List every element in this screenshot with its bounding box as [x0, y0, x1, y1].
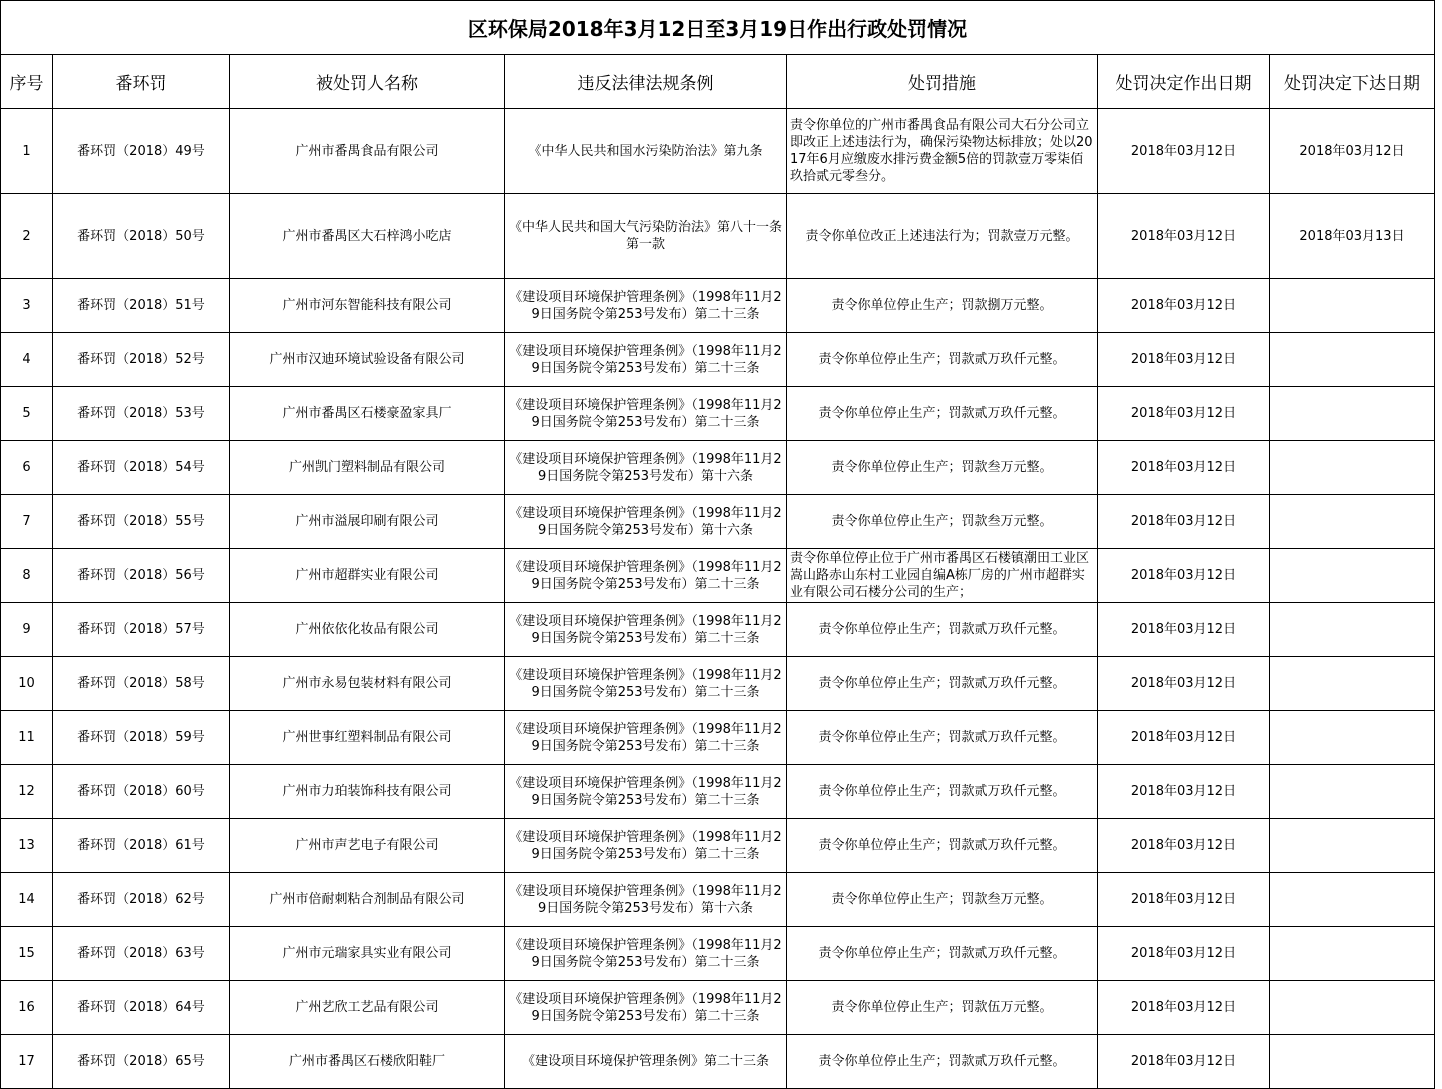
cell-law-text: 《建设项目环境保护管理条例》（1998年11月29日国务院令第253号发布）第二十三条 [509, 397, 782, 430]
table-row [1, 765, 1435, 819]
cell-no-text: 3 [22, 298, 31, 313]
cell-law [505, 981, 787, 1035]
cell-made-date [1098, 1035, 1270, 1089]
cell-code [53, 981, 230, 1035]
cell-no-text: 12 [18, 784, 35, 799]
cell-law [505, 711, 787, 765]
table-row [1, 387, 1435, 441]
cell-law-text: 《建设项目环境保护管理条例》（1998年11月29日国务院令第253号发布）第十六条 [509, 883, 782, 916]
cell-issued-date [1270, 981, 1435, 1035]
cell-measure-text: 责令你单位停止生产；罚款贰万玖仟元整。 [818, 622, 1066, 637]
cell-name [230, 1035, 505, 1089]
cell-name [230, 765, 505, 819]
col-header-issued-date: 处罚决定下达日期 [1270, 55, 1435, 109]
cell-no-text: 7 [22, 514, 31, 529]
cell-no-text: 11 [18, 730, 35, 745]
table-row [1, 657, 1435, 711]
cell-measure-text: 责令你单位停止生产；罚款贰万玖仟元整。 [818, 730, 1066, 745]
cell-name-text: 广州市番禺区石楼欣阳鞋厂 [288, 1054, 445, 1069]
cell-code-text: 番环罚（2018）59号 [77, 730, 205, 745]
cell-made-date-text: 2018年03月12日 [1130, 298, 1237, 313]
cell-measure-text: 责令你单位停止生产；罚款叁万元整。 [831, 892, 1053, 907]
cell-made-date [1098, 873, 1270, 927]
cell-law-text: 《中华人民共和国大气污染防治法》第八十一条第一款 [508, 220, 782, 252]
cell-measure-text: 责令你单位的广州市番禺食品有限公司大石分公司立即改正上述违法行为，确保污染物达标排放；处以2017年6月应缴废水排污费金额5倍的罚款壹万零柒佰玖拾贰元零叁分。 [790, 118, 1093, 184]
cell-measure [787, 927, 1098, 981]
cell-name-text: 广州市番禺区石楼豪盈家具厂 [282, 406, 452, 421]
cell-measure [787, 981, 1098, 1035]
cell-issued-date [1270, 603, 1435, 657]
cell-name-text: 广州市番禺区大石梓鸿小吃店 [282, 228, 452, 244]
cell-name [230, 873, 505, 927]
cell-made-date [1098, 495, 1270, 549]
cell-name [230, 981, 505, 1035]
cell-issued-date [1270, 549, 1435, 603]
cell-no [1, 1035, 53, 1089]
cell-issued-date [1270, 711, 1435, 765]
cell-made-date [1098, 927, 1270, 981]
cell-name-text: 广州市永易包装材料有限公司 [282, 676, 452, 691]
cell-law-text: 《建设项目环境保护管理条例》（1998年11月29日国务院令第253号发布）第二十三条 [509, 613, 782, 646]
col-header-measure: 处罚措施 [787, 55, 1098, 109]
cell-law-text: 《建设项目环境保护管理条例》（1998年11月29日国务院令第253号发布）第十六条 [509, 451, 782, 484]
cell-made-date [1098, 387, 1270, 441]
cell-measure-text: 责令你单位停止生产；罚款叁万元整。 [831, 514, 1053, 529]
cell-law-text: 《中华人民共和国水污染防治法》第九条 [528, 143, 763, 159]
cell-code [53, 711, 230, 765]
table-row [1, 927, 1435, 981]
cell-no-text: 14 [18, 892, 35, 907]
cell-measure-text: 责令你单位停止生产；罚款贰万玖仟元整。 [818, 784, 1066, 799]
cell-law [505, 279, 787, 333]
cell-issued-date [1270, 194, 1435, 279]
cell-code-text: 番环罚（2018）56号 [77, 568, 205, 583]
cell-made-date-text: 2018年03月12日 [1130, 568, 1237, 583]
title-row [1, 1, 1435, 55]
cell-law [505, 495, 787, 549]
cell-issued-date [1270, 873, 1435, 927]
cell-measure [787, 495, 1098, 549]
table-row [1, 549, 1435, 603]
cell-code-text: 番环罚（2018）65号 [77, 1054, 205, 1069]
cell-law [505, 873, 787, 927]
cell-law-text: 《建设项目环境保护管理条例》（1998年11月29日国务院令第253号发布）第二十三条 [509, 829, 782, 862]
cell-code-text: 番环罚（2018）55号 [77, 514, 205, 529]
cell-law-text: 《建设项目环境保护管理条例》（1998年11月29日国务院令第253号发布）第二十三条 [509, 775, 782, 808]
cell-name-text: 广州市番禺食品有限公司 [295, 143, 439, 159]
cell-law [505, 333, 787, 387]
cell-measure [787, 819, 1098, 873]
table-row [1, 873, 1435, 927]
cell-no-text: 6 [22, 460, 31, 475]
cell-made-date [1098, 441, 1270, 495]
cell-measure [787, 109, 1098, 194]
cell-name [230, 603, 505, 657]
cell-issued-date [1270, 333, 1435, 387]
cell-code-text: 番环罚（2018）53号 [77, 406, 205, 421]
col-header-made-date: 处罚决定作出日期 [1098, 55, 1270, 109]
cell-law [505, 387, 787, 441]
cell-no [1, 819, 53, 873]
cell-no [1, 441, 53, 495]
col-header-no: 序号 [1, 55, 53, 109]
cell-law [505, 657, 787, 711]
cell-code-text: 番环罚（2018）64号 [77, 1000, 205, 1015]
table-row [1, 1035, 1435, 1089]
cell-made-date-text: 2018年03月12日 [1130, 892, 1237, 907]
cell-name-text: 广州市力珀装饰科技有限公司 [282, 784, 452, 799]
cell-code [53, 495, 230, 549]
cell-law-text: 《建设项目环境保护管理条例》（1998年11月29日国务院令第253号发布）第二十三条 [509, 667, 782, 700]
cell-measure-text: 责令你单位停止位于广州市番禺区石楼镇潮田工业区嵩山路赤山东村工业园自编A栋厂房的广州市超群实业有限公司石楼分公司的生产； [790, 551, 1090, 600]
cell-measure-text: 责令你单位停止生产；罚款贰万玖仟元整。 [818, 676, 1066, 691]
cell-issued-date [1270, 387, 1435, 441]
cell-code [53, 387, 230, 441]
cell-no [1, 333, 53, 387]
cell-issued-date [1270, 819, 1435, 873]
table-row [1, 194, 1435, 279]
cell-name [230, 657, 505, 711]
cell-measure [787, 387, 1098, 441]
cell-name [230, 441, 505, 495]
cell-code [53, 109, 230, 194]
cell-measure [787, 1035, 1098, 1089]
table-row [1, 603, 1435, 657]
cell-law [505, 1035, 787, 1089]
cell-code [53, 765, 230, 819]
cell-name-text: 广州依依化妆品有限公司 [295, 622, 439, 637]
cell-measure-text: 责令你单位停止生产；罚款贰万玖仟元整。 [818, 946, 1066, 961]
col-header-law: 违反法律法规条例 [505, 55, 787, 109]
cell-no-text: 8 [22, 568, 31, 583]
cell-code [53, 819, 230, 873]
cell-made-date [1098, 603, 1270, 657]
cell-name-text: 广州市声艺电子有限公司 [295, 838, 439, 853]
table-row [1, 711, 1435, 765]
cell-law-text: 《建设项目环境保护管理条例》（1998年11月29日国务院令第253号发布）第二十三条 [509, 937, 782, 970]
cell-measure [787, 549, 1098, 603]
cell-no [1, 657, 53, 711]
cell-made-date-text: 2018年03月12日 [1130, 784, 1237, 799]
cell-no-text: 16 [18, 1000, 35, 1015]
cell-no [1, 981, 53, 1035]
cell-measure-text: 责令你单位停止生产；罚款贰万玖仟元整。 [818, 1054, 1066, 1069]
cell-code [53, 549, 230, 603]
cell-made-date [1098, 109, 1270, 194]
cell-no [1, 873, 53, 927]
cell-measure-text: 责令你单位停止生产；罚款贰万玖仟元整。 [818, 406, 1066, 421]
cell-no [1, 549, 53, 603]
cell-code [53, 441, 230, 495]
cell-issued-date [1270, 279, 1435, 333]
cell-code [53, 603, 230, 657]
cell-no [1, 927, 53, 981]
cell-code-text: 番环罚（2018）60号 [77, 784, 205, 799]
header-row [1, 55, 1435, 109]
cell-name [230, 279, 505, 333]
cell-law [505, 819, 787, 873]
cell-name [230, 333, 505, 387]
cell-made-date-text: 2018年03月12日 [1130, 946, 1237, 961]
cell-made-date [1098, 279, 1270, 333]
cell-measure [787, 765, 1098, 819]
table-row [1, 441, 1435, 495]
cell-code-text: 番环罚（2018）50号 [77, 228, 205, 244]
cell-made-date [1098, 657, 1270, 711]
cell-code [53, 333, 230, 387]
table-row [1, 819, 1435, 873]
cell-no [1, 194, 53, 279]
cell-name-text: 广州世事红塑料制品有限公司 [282, 730, 452, 745]
cell-law [505, 603, 787, 657]
cell-law-text: 《建设项目环境保护管理条例》（1998年11月29日国务院令第253号发布）第二十三条 [509, 343, 782, 376]
cell-made-date [1098, 194, 1270, 279]
cell-issued-date [1270, 1035, 1435, 1089]
cell-measure [787, 441, 1098, 495]
cell-issued-date [1270, 765, 1435, 819]
cell-law [505, 194, 787, 279]
cell-made-date [1098, 765, 1270, 819]
cell-no-text: 4 [22, 352, 31, 367]
cell-measure [787, 711, 1098, 765]
cell-code-text: 番环罚（2018）63号 [77, 946, 205, 961]
cell-measure-text: 责令你单位改正上述违法行为；罚款壹万元整。 [805, 228, 1079, 244]
cell-issued-date [1270, 657, 1435, 711]
cell-code-text: 番环罚（2018）52号 [77, 352, 205, 367]
cell-made-date-text: 2018年03月12日 [1130, 352, 1237, 367]
cell-no-text: 2 [22, 228, 31, 244]
cell-made-date-text: 2018年03月12日 [1130, 676, 1237, 691]
cell-code-text: 番环罚（2018）51号 [77, 298, 205, 313]
cell-code-text: 番环罚（2018）58号 [77, 676, 205, 691]
cell-measure-text: 责令你单位停止生产；罚款伍万元整。 [831, 1000, 1053, 1015]
cell-made-date-text: 2018年03月12日 [1130, 1054, 1237, 1069]
cell-measure-text: 责令你单位停止生产；罚款捌万元整。 [831, 298, 1053, 313]
cell-name-text: 广州市超群实业有限公司 [295, 568, 439, 583]
cell-law [505, 927, 787, 981]
cell-made-date [1098, 333, 1270, 387]
cell-no-text: 17 [18, 1054, 35, 1069]
cell-code-text: 番环罚（2018）62号 [77, 892, 205, 907]
cell-law-text: 《建设项目环境保护管理条例》（1998年11月29日国务院令第253号发布）第二十三条 [509, 559, 782, 592]
cell-name-text: 广州市溢展印刷有限公司 [295, 514, 439, 529]
cell-measure [787, 333, 1098, 387]
cell-law [505, 441, 787, 495]
cell-code [53, 194, 230, 279]
cell-made-date-text: 2018年03月12日 [1130, 730, 1237, 745]
cell-issued-date [1270, 927, 1435, 981]
cell-name-text: 广州市河东智能科技有限公司 [282, 298, 452, 313]
cell-name [230, 711, 505, 765]
cell-law [505, 549, 787, 603]
cell-code-text: 番环罚（2018）57号 [77, 622, 205, 637]
cell-measure-text: 责令你单位停止生产；罚款贰万玖仟元整。 [818, 352, 1066, 367]
cell-law-text: 《建设项目环境保护管理条例》（1998年11月29日国务院令第253号发布）第二十三条 [509, 991, 782, 1024]
cell-name-text: 广州市元瑞家具实业有限公司 [282, 946, 452, 961]
cell-name [230, 819, 505, 873]
cell-code-text: 番环罚（2018）54号 [77, 460, 205, 475]
cell-name [230, 495, 505, 549]
cell-measure [787, 194, 1098, 279]
cell-name [230, 194, 505, 279]
cell-name-text: 广州市倍耐刺粘合剂制品有限公司 [269, 892, 465, 907]
cell-issued-date-text: 2018年03月12日 [1299, 143, 1405, 159]
cell-code [53, 657, 230, 711]
cell-measure [787, 657, 1098, 711]
cell-issued-date [1270, 495, 1435, 549]
cell-made-date-text: 2018年03月12日 [1130, 622, 1237, 637]
cell-made-date-text: 2018年03月12日 [1130, 406, 1237, 421]
cell-made-date-text: 2018年03月12日 [1130, 228, 1237, 244]
table-row [1, 981, 1435, 1035]
cell-code-text: 番环罚（2018）49号 [77, 143, 205, 159]
cell-made-date-text: 2018年03月12日 [1130, 514, 1237, 529]
cell-no-text: 1 [22, 143, 31, 159]
cell-no-text: 9 [22, 622, 31, 637]
cell-measure [787, 279, 1098, 333]
cell-made-date [1098, 819, 1270, 873]
cell-no [1, 495, 53, 549]
cell-no [1, 387, 53, 441]
cell-name [230, 387, 505, 441]
cell-measure-text: 责令你单位停止生产；罚款贰万玖仟元整。 [818, 838, 1066, 853]
cell-law-text: 《建设项目环境保护管理条例》（1998年11月29日国务院令第253号发布）第二十三条 [509, 289, 782, 322]
cell-law [505, 109, 787, 194]
cell-code [53, 1035, 230, 1089]
cell-made-date-text: 2018年03月12日 [1130, 1000, 1237, 1015]
cell-code [53, 873, 230, 927]
cell-no [1, 765, 53, 819]
col-header-name: 被处罚人名称 [230, 55, 505, 109]
cell-no [1, 711, 53, 765]
cell-name [230, 109, 505, 194]
cell-made-date-text: 2018年03月12日 [1130, 143, 1237, 159]
cell-made-date [1098, 981, 1270, 1035]
cell-name [230, 549, 505, 603]
cell-no [1, 279, 53, 333]
cell-no-text: 5 [22, 406, 31, 421]
cell-no [1, 109, 53, 194]
table-row [1, 495, 1435, 549]
cell-name-text: 广州凯门塑料制品有限公司 [288, 460, 445, 475]
cell-name-text: 广州市汉迪环境试验设备有限公司 [269, 352, 465, 367]
sheet-title: 区环保局2018年3月12日至3月19日作出行政处罚情况 [1, 1, 1435, 55]
cell-issued-date-text: 2018年03月13日 [1299, 228, 1405, 244]
cell-no-text: 13 [18, 838, 35, 853]
cell-law [505, 765, 787, 819]
cell-issued-date [1270, 109, 1435, 194]
cell-name [230, 927, 505, 981]
cell-law-text: 《建设项目环境保护管理条例》（1998年11月29日国务院令第253号发布）第二十三条 [509, 721, 782, 754]
cell-no [1, 603, 53, 657]
table-row [1, 109, 1435, 194]
cell-measure [787, 873, 1098, 927]
cell-measure [787, 603, 1098, 657]
cell-made-date-text: 2018年03月12日 [1130, 460, 1237, 475]
cell-made-date [1098, 549, 1270, 603]
cell-made-date [1098, 711, 1270, 765]
col-header-code: 番环罚 [53, 55, 230, 109]
cell-name-text: 广州艺欣工艺品有限公司 [295, 1000, 439, 1015]
cell-code [53, 927, 230, 981]
cell-no-text: 10 [18, 676, 35, 691]
table-row [1, 333, 1435, 387]
cell-law-text: 《建设项目环境保护管理条例》（1998年11月29日国务院令第253号发布）第十六条 [509, 505, 782, 538]
cell-code-text: 番环罚（2018）61号 [77, 838, 205, 853]
cell-made-date-text: 2018年03月12日 [1130, 838, 1237, 853]
table-row [1, 279, 1435, 333]
cell-issued-date [1270, 441, 1435, 495]
cell-measure-text: 责令你单位停止生产；罚款叁万元整。 [831, 460, 1053, 475]
cell-no-text: 15 [18, 946, 35, 961]
cell-law-text: 《建设项目环境保护管理条例》第二十三条 [521, 1054, 769, 1069]
cell-code [53, 279, 230, 333]
